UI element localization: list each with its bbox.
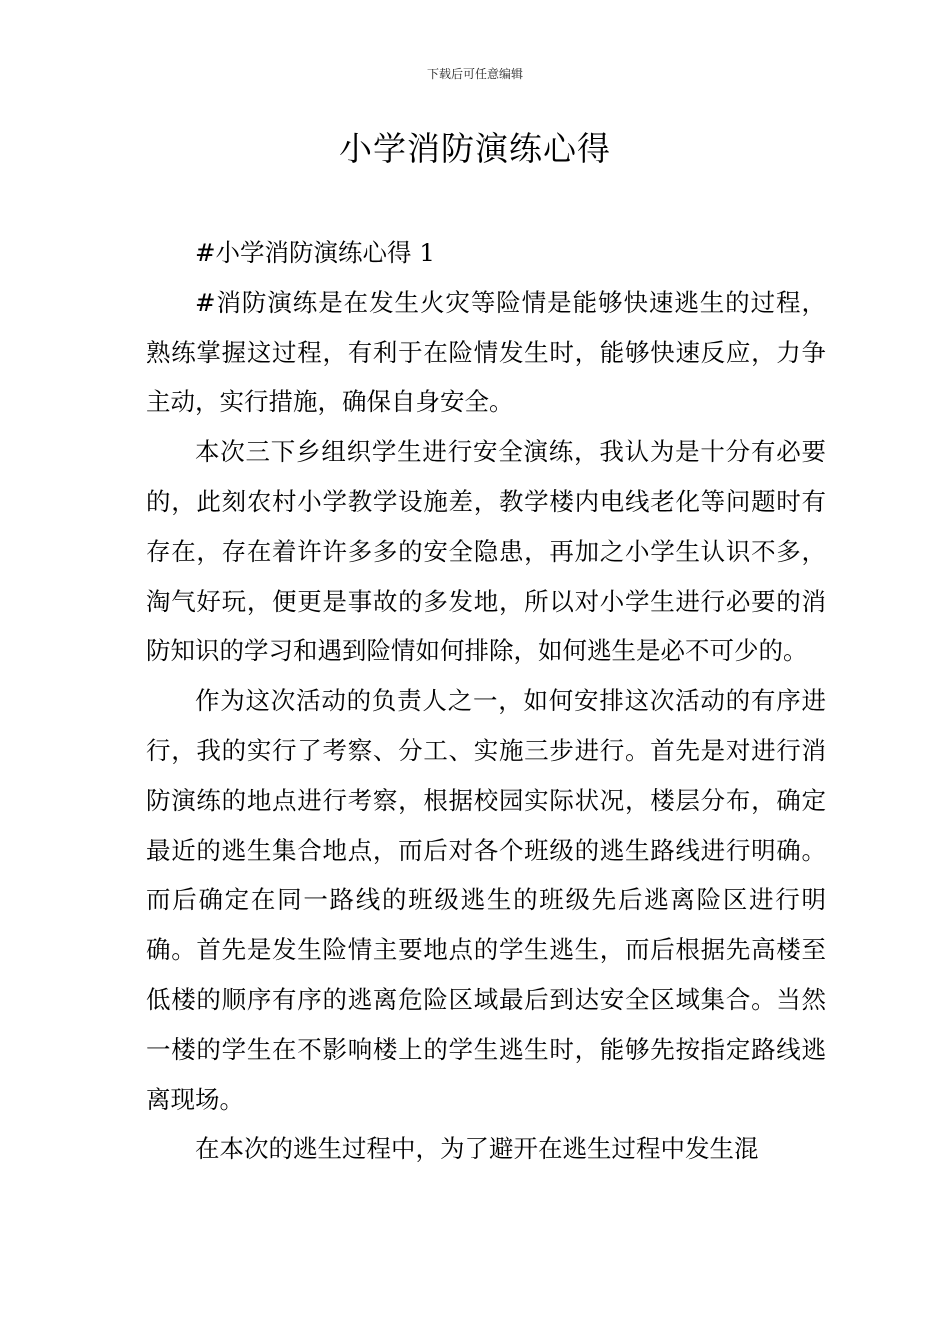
paragraph-1: #消防演练是在发生火灾等险情是能够快速逃生的过程，熟练掌握这过程，有利于在险情发生时，能够快速反应，力争主动，实行措施，确保自身安全。	[146, 287, 826, 417]
document-body	[146, 228, 826, 1174]
paragraph-4: 在本次的逃生过程中，为了避开在逃生过程中发生混	[195, 1134, 759, 1164]
paragraph-2: 本次三下乡组织学生进行安全演练，我认为是十分有必要的，此刻农村小学教学设施差，教学楼内电线老化等问题时有存在，存在着许许多多的安全隐患，再加之小学生认识不多，淘气好玩，便更是事故的多发地，所以对小学生进行必要的消防知识的学习和遇到险情如何排除，如何逃生是必不可少的。	[146, 437, 826, 666]
paragraph-subtitle: #小学消防演练心得 1	[195, 238, 435, 267]
document-title: 小学消防演练心得	[339, 129, 611, 168]
paragraph-3: 作为这次活动的负责人之一，如何安排这次活动的有序进行，我的实行了考察、分工、实施三步进行。首先是对进行消防演练的地点进行考察，根据校园实际状况，楼层分布，确定最近的逃生集合地点，而后对各个班级的逃生路线进行明确。而后确定在同一路线的班级逃生的班级先后逃离险区进行明确。首先是发生险情主要地点的学生逃生，而后根据先高楼至低楼的顺序有序的逃离危险区域最后到达安全区域集合。当然一楼的学生在不影响楼上的学生逃生时，能够先按指定路线逃离现场。	[146, 686, 826, 1114]
header-note: 下载后可任意编辑	[426, 67, 523, 81]
